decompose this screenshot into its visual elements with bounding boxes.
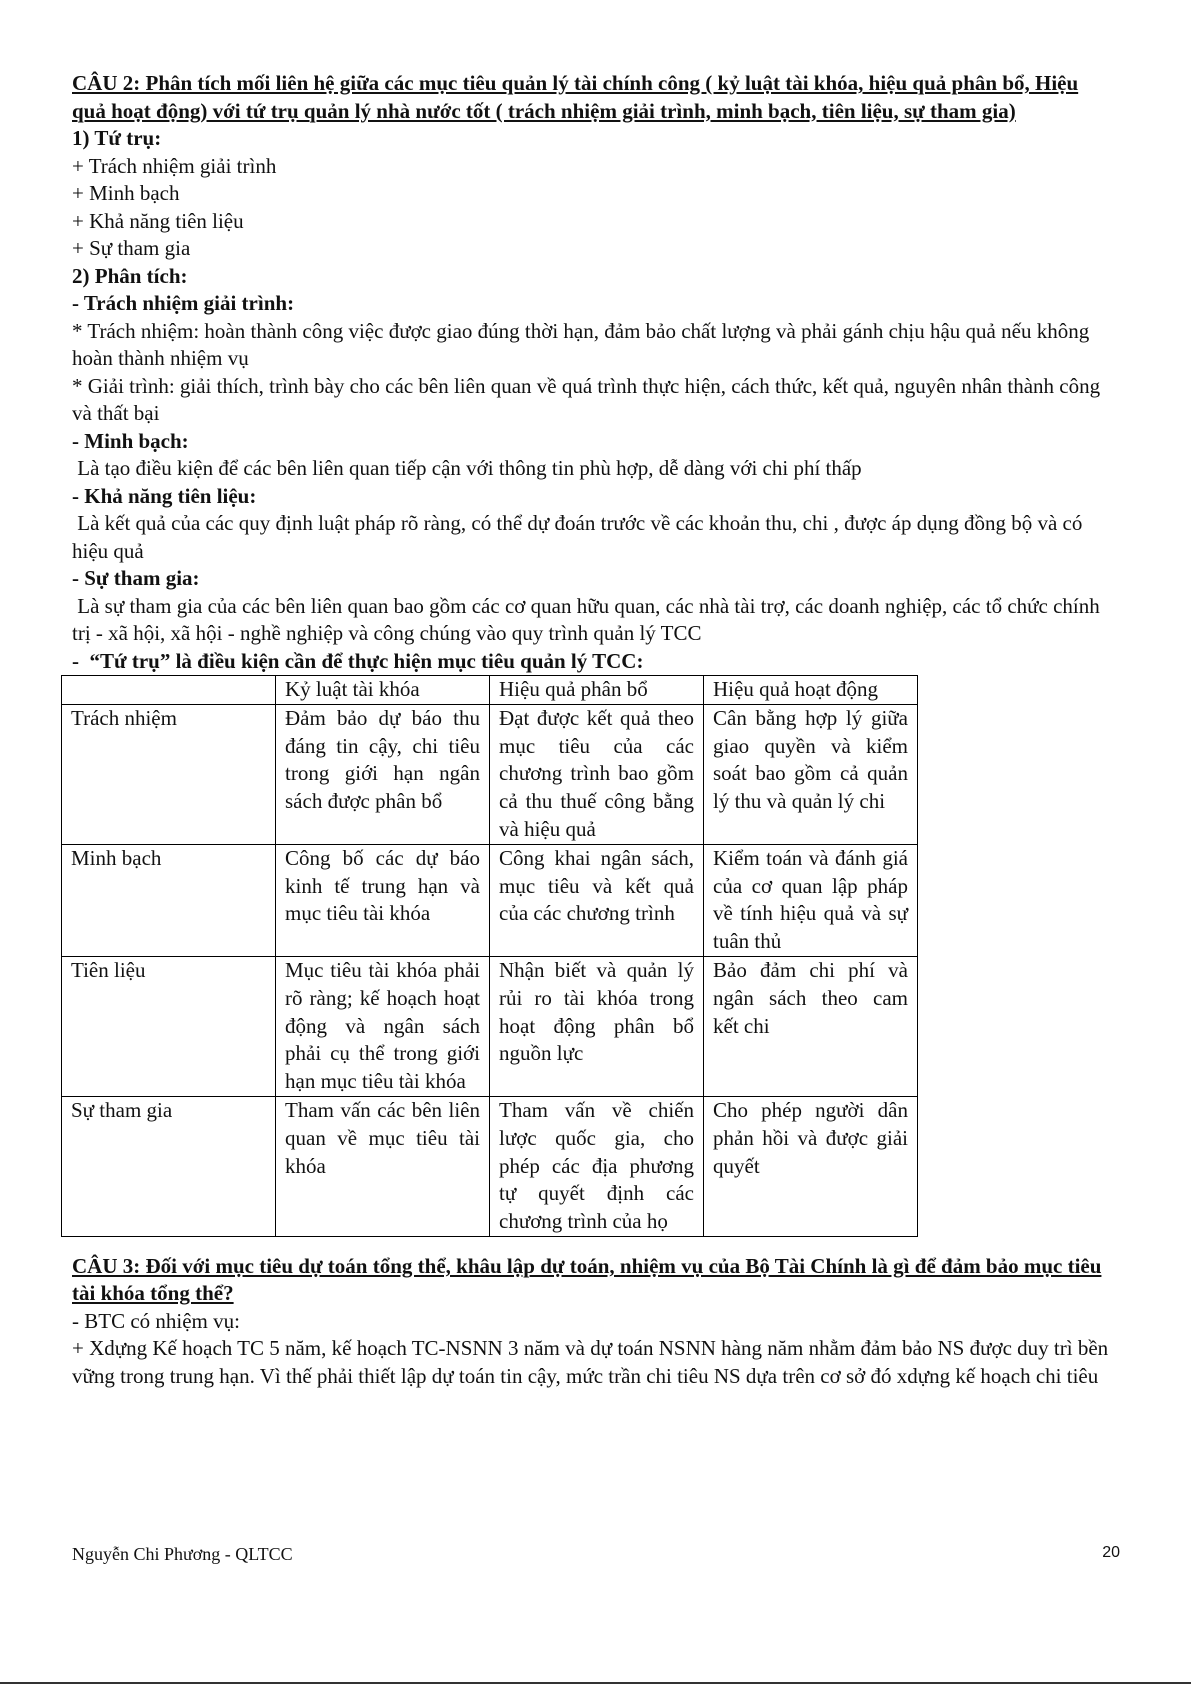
table-cell: Đạt được kết quả theo mục tiêu của các chương trình bao gồm cả thu thuế công bằng và hiệu quả bbox=[490, 704, 704, 844]
table-cell: Công khai ngân sách, mục tiêu và kết quả của các chương trình bbox=[490, 844, 704, 956]
table-intro bbox=[72, 648, 1112, 676]
table-cell: Đảm bảo dự báo thu đáng tin cậy, chi tiêu trong giới hạn ngân sách được phân bổ bbox=[276, 704, 490, 844]
table-intro-prefix: - bbox=[72, 648, 90, 673]
footer-author: Nguyễn Chi Phương - QLTCC bbox=[72, 1544, 293, 1564]
accountability-title: - Trách nhiệm giải trình: bbox=[72, 291, 295, 315]
section-spacer bbox=[72, 1237, 1112, 1253]
table-row-label: Tiên liệu bbox=[62, 956, 276, 1096]
q3-text-2: + Xdựng Kế hoạch TC 5 năm, kế hoạch TC-NSNN 3 năm và dự toán NSNN hàng năm nhằm đảm bảo NS được duy trì bền vững trong trung hạn. Vì thế phải thiết lập dự toán tin cậy, mức trần chi tiêu NS dựa trên cơ sở đó xdựng kế hoạch chi tiêu bbox=[72, 1336, 1114, 1388]
table-cell: Tham vấn các bên liên quan về mục tiêu tài khóa bbox=[276, 1096, 490, 1236]
section-pillars-title: 1) Tứ trụ: bbox=[72, 126, 162, 150]
table-row bbox=[62, 1096, 918, 1236]
bottom-divider bbox=[0, 1682, 1191, 1684]
table-row-label: Trách nhiệm bbox=[62, 704, 276, 844]
pillar-item: + Trách nhiệm giải trình bbox=[72, 153, 277, 178]
pillar-item: + Sự tham gia bbox=[72, 236, 191, 260]
page-number: 20 bbox=[1102, 1544, 1120, 1561]
table-cell: Cho phép người dân phản hồi và được giải quyết bbox=[704, 1096, 918, 1236]
table-header-cell: Kỷ luật tài khóa bbox=[276, 676, 490, 705]
accountability-text-1: * Trách nhiệm: hoàn thành công việc được giao đúng thời hạn, đảm bảo chất lượng và phải gánh chịu hậu quả nếu không hoàn thành nhiệm vụ bbox=[72, 318, 1095, 370]
table-cell: Nhận biết và quản lý rủi ro tài khóa trong hoạt động phân bổ nguồn lực bbox=[490, 956, 704, 1096]
pillar-item: + Khả năng tiên liệu bbox=[72, 208, 244, 233]
section-analysis-title: 2) Phân tích: bbox=[72, 263, 188, 288]
transparency-text: Là tạo điều kiện để các bên liên quan tiếp cận với thông tin phù hợp, dễ dàng với chi phí thấp bbox=[72, 456, 862, 480]
table-cell: Tham vấn về chiến lược quốc gia, cho phép các địa phương tự quyết định các chương trình của họ bbox=[490, 1096, 704, 1236]
table-header-cell: Hiệu quả phân bổ bbox=[490, 676, 704, 705]
document-page bbox=[72, 70, 1112, 1390]
table-cell: Cân bằng hợp lý giữa giao quyền và kiểm soát bao gồm cả quản lý thu và quản lý chi bbox=[704, 704, 918, 844]
table-header-cell bbox=[62, 676, 276, 705]
table-cell: Kiểm toán và đánh giá của cơ quan lập pháp về tính hiệu quả và sự tuân thủ bbox=[704, 844, 918, 956]
table-cell: Công bố các dự báo kinh tế trung hạn và mục tiêu tài khóa bbox=[276, 844, 490, 956]
predictability-title: - Khả năng tiên liệu: bbox=[72, 483, 257, 508]
transparency-title: - Minh bạch: bbox=[72, 428, 189, 453]
pillars-objectives-table bbox=[61, 675, 918, 1237]
table-header-row bbox=[62, 676, 918, 705]
table-row bbox=[62, 704, 918, 844]
table-cell: Mục tiêu tài khóa phải rõ ràng; kế hoạch hoạt động và ngân sách phải cụ thể trong giới hạn mục tiêu tài khóa bbox=[276, 956, 490, 1096]
table-cell: Bảo đảm chi phí và ngân sách theo cam kết chi bbox=[704, 956, 918, 1096]
table-row-label: Minh bạch bbox=[62, 844, 276, 956]
table-row bbox=[62, 956, 918, 1096]
predictability-text: Là kết quả của các quy định luật pháp rõ ràng, có thể dự đoán trước về các khoản thu, chi , được áp dụng đồng bộ và có hiệu quả bbox=[72, 511, 1088, 563]
accountability-text-2: * Giải trình: giải thích, trình bày cho các bên liên quan về quá trình thực hiện, cách thức, kết quả, nguyên nhân thành công và thất bại bbox=[72, 373, 1106, 425]
participation-text: Là sự tham gia của các bên liên quan bao gồm các cơ quan hữu quan, các nhà tài trợ, các doanh nghiệp, các tổ chức chính trị - xã hội, xã hội - nghề nghiệp và công chúng vào quy trình quản lý TCC bbox=[72, 593, 1106, 645]
table-row-label: Sự tham gia bbox=[62, 1096, 276, 1236]
table-intro-text: “Tứ trụ” là điều kiện cần để thực hiện mục tiêu quản lý TCC: bbox=[89, 648, 644, 673]
question-2-heading: CÂU 2: Phân tích mối liên hệ giữa các mục tiêu quản lý tài chính công ( kỷ luật tài khóa, hiệu quả phân bổ, Hiệu quả hoạt động) với tứ trụ quản lý nhà nước tốt ( trách nhiệm giải trình, minh bạch, tiên liệu, sự tham gia) bbox=[72, 71, 1079, 123]
table-header-cell: Hiệu quả hoạt động bbox=[704, 676, 918, 705]
q3-text-1: - BTC có nhiệm vụ: bbox=[72, 1308, 240, 1333]
pillar-item: + Minh bạch bbox=[72, 181, 180, 205]
participation-title: - Sự tham gia: bbox=[72, 566, 200, 590]
question-3-heading: CÂU 3: Đối với mục tiêu dự toán tổng thể, khâu lập dự toán, nhiệm vụ của Bộ Tài Chính là gì để đảm bảo mục tiêu tài khóa tổng thể? bbox=[72, 1253, 1102, 1306]
table-row bbox=[62, 844, 918, 956]
